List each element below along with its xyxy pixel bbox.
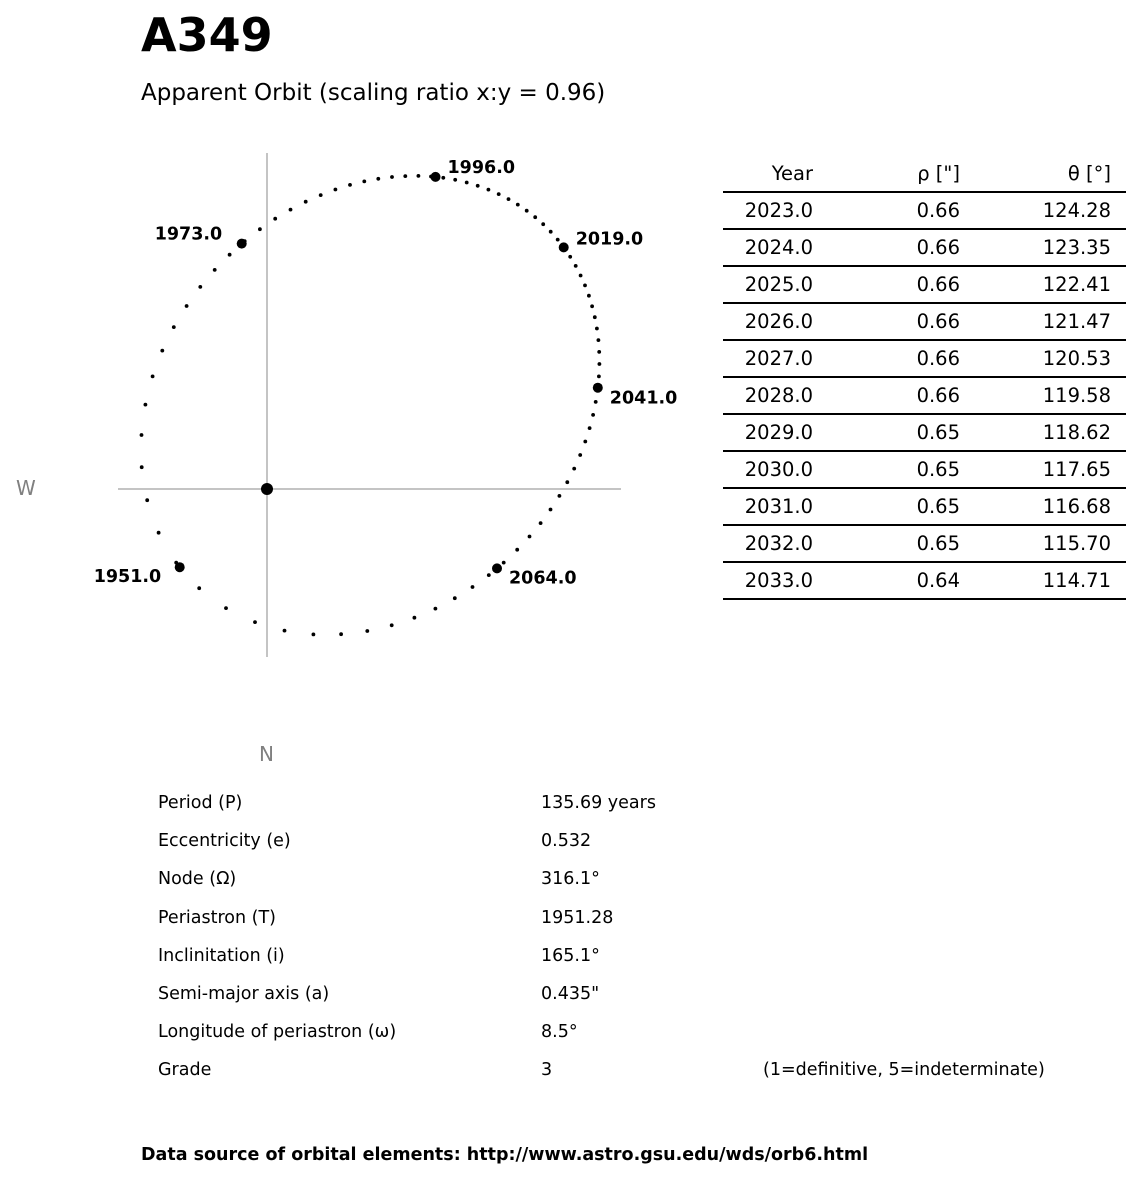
orbit-dot	[140, 433, 144, 437]
orbit-dot	[487, 188, 491, 192]
orbit-plot	[0, 0, 720, 780]
orbit-dot	[507, 197, 511, 201]
element-label: Grade	[158, 1060, 212, 1081]
orbit-dot	[471, 585, 475, 589]
orbit-dot	[390, 175, 394, 179]
header-year: Year	[723, 155, 813, 192]
orbit-dot	[594, 400, 598, 404]
epoch-marker	[175, 562, 185, 572]
orbit-dot	[258, 227, 262, 231]
orbit-dot	[441, 176, 445, 180]
cell-rho: 0.65	[813, 488, 960, 525]
epoch-label: 2041.0	[609, 388, 678, 409]
element-label: Period (P)	[158, 793, 243, 813]
orbit-dot	[541, 222, 545, 226]
cell-theta: 115.70	[960, 525, 1126, 562]
orbit-dot	[502, 561, 506, 565]
orbit-dot	[593, 315, 597, 319]
orbit-dot	[558, 494, 562, 498]
orbit-dot	[365, 629, 369, 633]
header-rho: ρ ["]	[813, 155, 960, 192]
orbit-dot	[197, 586, 201, 590]
orbit-dot	[597, 375, 601, 379]
cell-rho: 0.65	[813, 525, 960, 562]
cell-year: 2032.0	[723, 525, 813, 562]
table-row	[723, 192, 1126, 229]
table-row	[723, 525, 1126, 562]
orbit-dot	[144, 403, 148, 407]
orbit-dot	[583, 440, 587, 444]
cell-year: 2028.0	[723, 377, 813, 414]
cell-year: 2023.0	[723, 192, 813, 229]
orbit-dot	[403, 174, 407, 178]
orbit-dot	[476, 184, 480, 188]
orbit-dot	[528, 535, 532, 539]
orbit-dot	[516, 203, 520, 207]
table-row	[723, 414, 1126, 451]
orbit-dot	[413, 616, 417, 620]
epoch-markers-group	[94, 158, 678, 589]
element-value: 165.1°	[541, 945, 600, 966]
table-header-row	[723, 155, 1126, 192]
orbit-dot	[228, 253, 232, 257]
table-row	[723, 340, 1126, 377]
orbit-dot	[140, 465, 144, 469]
epoch-label: 1973.0	[154, 224, 223, 245]
orbit-dot	[434, 607, 438, 611]
element-value: 0.435"	[541, 983, 600, 1004]
cell-year: 2030.0	[723, 451, 813, 488]
epoch-label: 2019.0	[575, 229, 644, 250]
cell-year: 2025.0	[723, 266, 813, 303]
table-row	[723, 451, 1126, 488]
orbit-dot	[185, 304, 189, 308]
cell-rho: 0.66	[813, 192, 960, 229]
cell-rho: 0.65	[813, 414, 960, 451]
orbit-dot	[597, 350, 601, 354]
orbit-dot	[213, 268, 217, 272]
table-row	[723, 488, 1126, 525]
orbit-dot	[568, 255, 572, 259]
orbit-dot	[578, 453, 582, 457]
orbit-dot	[595, 327, 599, 331]
star-name-title: A349	[141, 8, 273, 62]
orbit-dot	[453, 596, 457, 600]
element-note: (1=definitive, 5=indeterminate)	[763, 1060, 1045, 1081]
cell-theta: 117.65	[960, 451, 1126, 488]
epoch-marker	[237, 239, 247, 249]
table-row	[723, 229, 1126, 266]
ephemeris-table	[723, 155, 1126, 600]
orbit-dot	[487, 573, 491, 577]
element-value: 316.1°	[541, 869, 600, 890]
epoch-marker	[593, 383, 603, 393]
cell-theta: 121.47	[960, 303, 1126, 340]
cell-rho: 0.66	[813, 340, 960, 377]
cell-rho: 0.66	[813, 377, 960, 414]
cell-theta: 118.62	[960, 414, 1126, 451]
orbit-dot	[556, 238, 560, 242]
element-label: Inclinitation (i)	[158, 945, 285, 966]
orbit-dot	[549, 230, 553, 234]
cell-theta: 114.71	[960, 562, 1126, 599]
orbit-dot	[145, 498, 149, 502]
orbit-dot	[515, 548, 519, 552]
element-value: 8.5°	[541, 1022, 578, 1043]
table-row	[723, 266, 1126, 303]
element-value: 135.69 years	[541, 793, 656, 813]
cell-theta: 119.58	[960, 377, 1126, 414]
cell-year: 2024.0	[723, 229, 813, 266]
orbit-dot	[598, 362, 602, 366]
header-theta: θ [°]	[960, 155, 1126, 192]
orbit-dot	[348, 183, 352, 187]
orbit-dot	[591, 413, 595, 417]
cell-year: 2029.0	[723, 414, 813, 451]
orbit-dot	[172, 325, 176, 329]
cell-rho: 0.66	[813, 229, 960, 266]
cell-rho: 0.64	[813, 562, 960, 599]
cell-rho: 0.66	[813, 303, 960, 340]
cell-theta: 120.53	[960, 340, 1126, 377]
epoch-label: 1996.0	[447, 157, 516, 178]
orbit-dot	[157, 531, 161, 535]
epoch-marker	[559, 242, 569, 252]
orbit-dot	[549, 508, 553, 512]
orbit-dot	[590, 304, 594, 308]
element-label: Eccentricity (e)	[158, 831, 291, 852]
element-label: Periastron (T)	[158, 907, 276, 928]
element-label: Semi-major axis (a)	[158, 983, 330, 1004]
chart-subtitle: Apparent Orbit (scaling ratio x:y = 0.96)	[141, 80, 606, 106]
cell-theta: 124.28	[960, 192, 1126, 229]
element-label: Longitude of periastron (ω)	[158, 1022, 397, 1043]
orbit-dot	[273, 217, 277, 221]
data-source-footer: Data source of orbital elements: http://www.astro.gsu.edu/wds/orb6.html	[141, 1145, 869, 1165]
orbit-dot	[579, 274, 583, 278]
orbit-dot	[539, 521, 543, 525]
orbit-dot	[253, 620, 257, 624]
north-label: N	[259, 742, 274, 766]
orbit-dot	[362, 180, 366, 184]
orbit-dot	[304, 200, 308, 204]
orbit-dot	[597, 338, 601, 342]
table-row	[723, 377, 1126, 414]
orbit-dot	[334, 188, 338, 192]
orbit-dot	[572, 467, 576, 471]
cell-theta: 123.35	[960, 229, 1126, 266]
orbit-dot	[565, 480, 569, 484]
epoch-marker	[431, 172, 441, 182]
orbit-dot	[533, 215, 537, 219]
orbit-dot	[151, 375, 155, 379]
orbit-dot	[525, 209, 529, 213]
table-row	[723, 303, 1126, 340]
epoch-label: 1951.0	[93, 567, 162, 588]
orbit-dot	[574, 264, 578, 268]
orbit-dot	[198, 285, 202, 289]
element-value: 1951.28	[541, 907, 614, 928]
cell-rho: 0.65	[813, 451, 960, 488]
cell-rho: 0.66	[813, 266, 960, 303]
element-value: 3	[541, 1060, 553, 1081]
orbit-dot	[319, 193, 323, 197]
primary-star	[261, 483, 273, 495]
cell-year: 2033.0	[723, 562, 813, 599]
orbit-dot	[583, 284, 587, 288]
orbit-dot	[497, 192, 501, 196]
element-value: 0.532	[541, 831, 592, 852]
orbit-dot	[339, 632, 343, 636]
cell-year: 2026.0	[723, 303, 813, 340]
epoch-marker	[492, 563, 502, 573]
orbit-dot	[376, 177, 380, 181]
orbit-dot	[453, 178, 457, 182]
cell-year: 2027.0	[723, 340, 813, 377]
orbit-dot	[312, 633, 316, 637]
orbit-dot	[587, 294, 591, 298]
orbit-dot	[588, 426, 592, 430]
orbit-dot	[465, 181, 469, 185]
orbit-dot	[224, 606, 228, 610]
orbit-dot	[160, 349, 164, 353]
epoch-label: 2064.0	[509, 568, 577, 589]
table-row	[723, 562, 1126, 599]
cell-theta: 122.41	[960, 266, 1126, 303]
orbit-dot	[289, 208, 293, 212]
orbit-dot	[283, 629, 287, 633]
cell-year: 2031.0	[723, 488, 813, 525]
cell-theta: 116.68	[960, 488, 1126, 525]
orbit-dot	[390, 623, 394, 627]
west-label: W	[16, 476, 36, 500]
orbit-dot	[417, 174, 421, 178]
element-label: Node (Ω)	[158, 869, 237, 890]
